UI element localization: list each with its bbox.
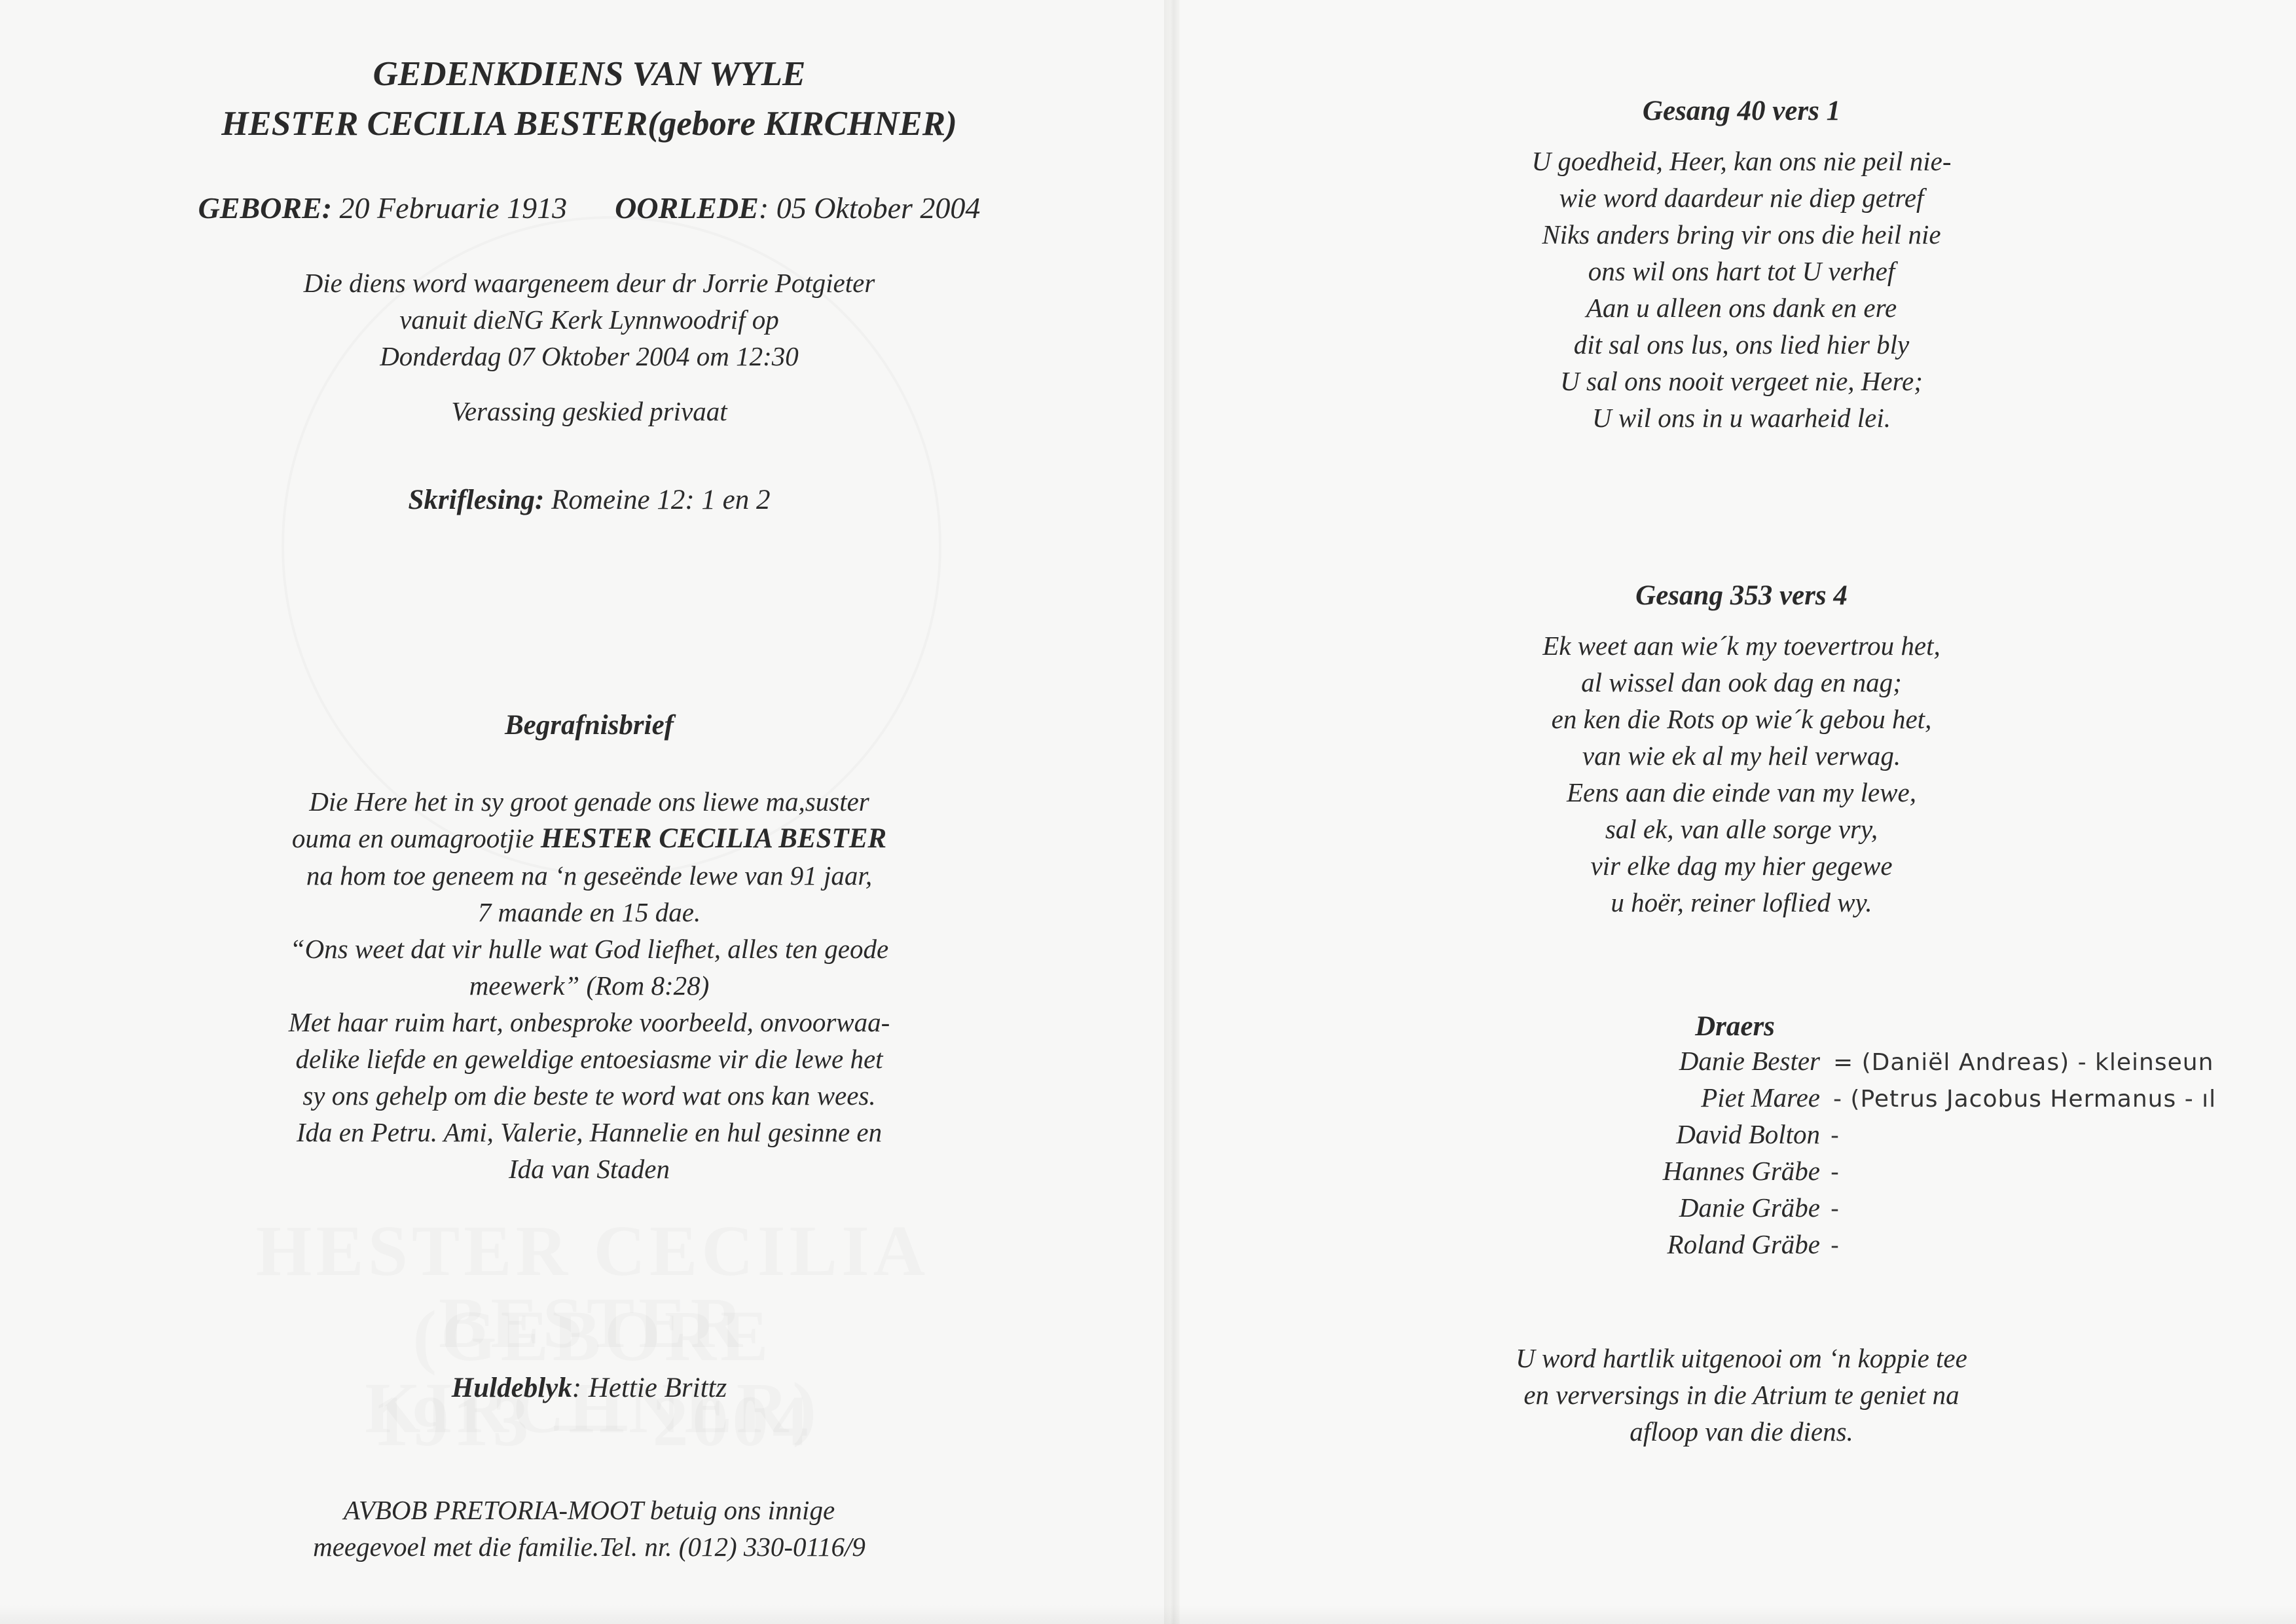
hymn-line: van wie ek al my heil verwag.: [1582, 741, 1901, 771]
hymn-line: dit sal ons lus, ons lied hier bly: [1573, 329, 1910, 360]
service-line-2: vanuit dieNG Kerk Lynnwoodrif op: [399, 304, 779, 335]
scripture-value: Romeine 12: 1 en 2: [551, 485, 771, 515]
letter-body: [98, 783, 1080, 1187]
handwritten-note: -: [1831, 1232, 1840, 1259]
died-value: : 05 Oktober 2004: [758, 191, 981, 225]
hymn-line: Niks anders bring vir ons die heil nie: [1542, 219, 1941, 249]
born-value: 20 Februarie 1913: [339, 191, 568, 225]
refreshments-invitation: [1342, 1340, 2141, 1450]
bearer-name: Piet Maree: [1701, 1082, 1820, 1113]
handwritten-note: -: [1831, 1159, 1840, 1186]
hymn-line: u hoër, reiner loflied wy.: [1611, 887, 1872, 917]
died-label: OORLEDE: [615, 191, 759, 225]
invitation-line-2: en verversings in die Atrium te geniet na: [1523, 1380, 1959, 1410]
hymn-2-verse: [1342, 627, 2141, 921]
service-line-3: Donderdag 07 Oktober 2004 om 12:30: [380, 341, 799, 371]
heading-line-1: GEDENKDIENS VAN WYLE: [373, 55, 806, 93]
hymn-2-title: Gesang 353 vers 4: [1635, 580, 1848, 611]
bearer-name: Danie Gräbe: [1679, 1192, 1820, 1223]
handwritten-note: = (Daniël Andreas) - kleinseun: [1833, 1049, 2214, 1076]
scripture-reading: [98, 482, 1080, 519]
letter-line: Ida van Staden: [509, 1154, 670, 1184]
tribute-label: Huldeblyk: [451, 1373, 572, 1403]
scripture-label: Skriflesing:: [408, 485, 545, 515]
invitation-line-3: afloop van die diens.: [1630, 1416, 1853, 1447]
avbob-condolence: [98, 1492, 1080, 1565]
avbob-line-2: meegevoel met die familie.Tel. nr. (012) 330-0116/9: [313, 1532, 866, 1562]
hymn-1-title: Gesang 40 vers 1: [1642, 96, 1841, 126]
bearer-row: [1624, 1118, 1840, 1150]
letter-line: sy ons gehelp om die beste te word wat ons kan wees.: [302, 1080, 876, 1111]
invitation-line-1: U word hartlik uitgenooi om ‘n koppie tee: [1516, 1343, 1967, 1373]
bearers-title: Draers: [1695, 1011, 1775, 1042]
hymn-line: U wil ons in u waarheid lei.: [1592, 403, 1891, 433]
bearer-row: [1624, 1045, 2214, 1077]
bearer-name: Roland Gräbe: [1667, 1229, 1820, 1259]
heading-line-2: HESTER CECILIA BESTER(gebore KIRCHNER): [221, 105, 957, 143]
handwritten-note: -: [1831, 1122, 1840, 1149]
hymn-line: sal ek, van alle sorge vry,: [1605, 814, 1878, 844]
bearer-name: David Bolton: [1676, 1119, 1820, 1149]
letter-line: Ida en Petru. Ami, Valerie, Hannelie en hul gesinne en: [296, 1117, 883, 1147]
avbob-line-1: AVBOB PRETORIA-MOOT betuig ons innige: [343, 1495, 835, 1525]
letter-line: meewerk” (Rom 8:28): [469, 970, 710, 1001]
hymn-1-verse: [1342, 143, 2141, 436]
hymn-line: en ken die Rots op wie´k gebou het,: [1551, 704, 1932, 734]
service-line-1: Die diens word waargeneem deur dr Jorrie Potgieter: [303, 268, 875, 298]
letter-line: ouma en oumagrootjie HESTER CECILIA BESTER: [291, 823, 887, 854]
letter-line: Die Here het in sy groot genade ons liewe ma,suster: [309, 786, 869, 817]
bearer-name: Danie Bester: [1679, 1046, 1820, 1076]
hymn-line: Eens aan die einde van my lewe,: [1567, 777, 1916, 807]
bearer-row: [1624, 1155, 1840, 1187]
dates-line: [98, 189, 1080, 228]
handwritten-note: -: [1831, 1196, 1840, 1223]
bearer-row: [1624, 1228, 1840, 1260]
service-details: [98, 265, 1080, 375]
deceased-name: HESTER CECILIA BESTER: [540, 823, 887, 854]
handwritten-note: - (Petrus Jacobus Hermanus - ıl: [1833, 1086, 2217, 1113]
letter-line: delike liefde en geweldige entoesiasme vir die lewe het: [295, 1044, 883, 1074]
hymn-line: Aan u alleen ons dank en ere: [1586, 293, 1897, 323]
hymn-line: wie word daardeur nie diep getref: [1559, 183, 1924, 213]
page-fold: [1164, 0, 1180, 1624]
tribute-value: : Hettie Brittz: [572, 1373, 727, 1403]
bearer-name: Hannes Gräbe: [1662, 1156, 1820, 1186]
letter-line: 7 maande en 15 dae.: [477, 897, 701, 927]
bearer-row: [1624, 1082, 2216, 1113]
hymn-line: U sal ons nooit vergeet nie, Here;: [1560, 366, 1923, 396]
bearer-row: [1624, 1192, 1840, 1223]
letter-line: Met haar ruim hart, onbesproke voorbeeld, onvoorwaa-: [288, 1007, 890, 1037]
born-label: GEBORE:: [198, 191, 333, 225]
tribute-line: [98, 1370, 1080, 1407]
hymn-line: al wissel dan ook dag en nag;: [1581, 667, 1902, 697]
bottom-shadow: [0, 1604, 2296, 1624]
hymn-line: Ek weet aan wie´k my toevertrou het,: [1542, 631, 1941, 661]
hymn-line: U goedheid, Heer, kan ons nie peil nie-: [1531, 146, 1952, 176]
cremation-note: Verassing geskied privaat: [451, 396, 727, 426]
hymn-line: ons wil ons hart tot U verhef: [1588, 256, 1895, 286]
letter-line: na hom toe geneem na ‘n geseënde lewe van 91 jaar,: [306, 860, 873, 891]
letter-line: “Ons weet dat vir hulle wat God liefhet, alles ten geode: [289, 934, 889, 964]
memorial-heading: [98, 52, 1080, 145]
hymn-line: vir elke dag my hier gegewe: [1590, 851, 1893, 881]
letter-title: Begrafnisbrief: [505, 710, 674, 741]
